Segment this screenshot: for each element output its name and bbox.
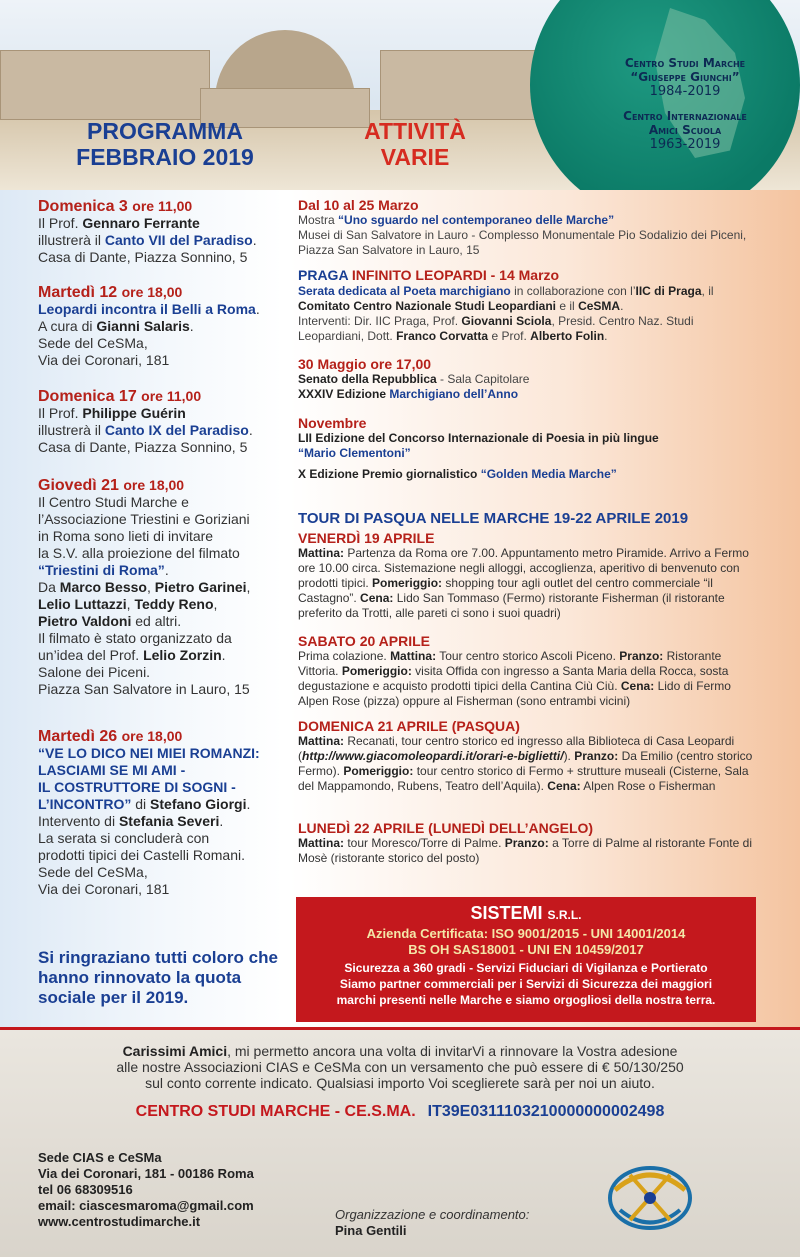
activity-mostra: Dal 10 al 25 Marzo Mostra “Uno sguardo nel contemporaneo delle Marche” Musei di San Salvatore in Lauro - Complesso Monumentale Pio Sodalizio dei Piceni, Piazza San Salvatore in Lauro, 15 — [298, 197, 747, 257]
bank-account: CENTRO STUDI MARCHE - CE.S.MA. IT39E0311103210000000002498 — [135, 1103, 665, 1120]
membership-appeal: Carissimi Amici, mi permetto ancora una volta di invitarVi a rinnovare la Vostra adesione alle nostre Associazioni CIAS e CeSMa con un versamento che può essere di € 50/130/250 sul conto corrente indicato. Qualsiasi importo Voi sceglierete sarà per noi un aiuto. — [116, 1043, 684, 1091]
tour-day-sabato: SABATO 20 APRILE Prima colazione. Mattina: Tour centro storico Ascoli Piceno. Pranzo: Ristorante Vittoria. Pomeriggio: visita Offida con ingresso a Santa Maria della Rocca, sosta degustazione e acquisto prodotti tipici della Cantina Ciù Ciù. Cena: Lido di Fermo Alpen Rose (pizza) oppure al Fisherman (sono entrambi vicini) — [298, 633, 731, 708]
event-domenica-17: Domenica 17 ore 11,00 Il Prof. Philippe Guérin illustrerà il Canto IX del Paradiso. Casa di Dante, Piazza Sonnino, 5 — [38, 388, 253, 455]
leopardi-link[interactable]: http://www.giacomoleopardi.it/orari-e-biglietti/ — [302, 749, 564, 763]
tour-day-lunedi: LUNEDÌ 22 APRILE (LUNEDÌ DELL’ANGELO) Mattina: tour Moresco/Torre di Palme. Pranzo: a Torre di Palme al ristorante Fonte di Mosè (ristorante storico del posto) — [298, 820, 752, 865]
email-link[interactable]: email: ciascesmaroma@gmail.com — [38, 1198, 254, 1213]
activity-senato: 30 Maggio ore 17,00 Senato della Repubblica - Sala Capitolare XXXIV Edizione Marchigiano dell’Anno — [298, 356, 530, 401]
activity-novembre: Novembre LII Edizione del Concorso Internazionale di Poesia in più lingue “Mario Clementoni” X Edizione Premio giornalistico “Golden Media Marche” — [298, 415, 659, 481]
thanks-note: Si ringraziano tutti coloro che hanno rinnovato la quota sociale per il 2019. — [38, 948, 278, 1007]
building-left — [0, 50, 210, 120]
program-title: PROGRAMMA FEBBRAIO 2019 — [76, 118, 254, 170]
contacts-block: Sede CIAS e CeSMa Via dei Coronari, 181 - 00186 Roma tel 06 68309516 email: ciascesmaroma@gmail.com www.centrostudimarche.it — [38, 1150, 254, 1229]
sistemi-ad: SISTEMI S.R.L. Azienda Certificata: ISO 9001/2015 - UNI 14001/2014 BS OH SAS18001 - UNI EN 10459/2017 Sicurezza a 360 gradi - Servizi Fiduciari di Vigilanza e Portierato Siamo partner commerciali per i Servizi di Sicurezza dei maggiori marchi presenti nelle Marche e siamo orgogliosi della nostra terra. — [296, 897, 756, 1022]
cias-logo-icon — [580, 1150, 710, 1240]
event-giovedi-21: Giovedì 21 ore 18,00 Il Centro Studi Marche e l’Associazione Triestini e Goriziani in Roma sono lieti di invitare la S.V. alla proiezione del filmato “Triestini di Roma”. Da Marco Besso, Pietro Garinei, Lelio Luttazzi, Teddy Reno, Pietro Valdoni ed altri. Il filmato è stato organizzato da un’idea del Prof. Lelio Zorzin. Salone dei Piceni. Piazza San Salvatore in Lauro, 15 — [38, 477, 251, 697]
tour-day-venerdi: VENERDÌ 19 APRILE Mattina: Partenza da Roma ore 7.00. Appuntamento metro Piramide. Arrivo a Fermo ore 10.00 circa. Sistemazione negli alloggi, accoglienza, aperitivo di benvenuto con prodotti tipici. Pomeriggio: shopping tour agli outlet del centro commerciale “il Castagno”. Cena: Lido San Tommaso (Fermo) ristorante Fisherman (il ristorante preferito da Trotti, alle pareti ci sono i suoi quadri) — [298, 530, 749, 620]
event-martedi-12: Martedì 12 ore 18,00 Leopardi incontra il Belli a Roma. A cura di Gianni Salaris. Sede del CeSMa, Via dei Coronari, 181 — [38, 284, 260, 368]
tour-day-domenica: DOMENICA 21 APRILE (PASQUA) Mattina: Recanati, tour centro storico ed ingresso alla Biblioteca di Casa Leopardi (http://www.giacomoleopardi.it/orari-e-biglietti/). Pranzo: Da Emilio (centro storico Fermo). Pomeriggio: tour centro storico di Fermo + strutture museali (Cisterne, Sala del Mappamondo, Rubens, Teatro dell’Aquila). Cena: Alpen Rose o Fisherman — [298, 718, 753, 793]
event-domenica-3: Domenica 3 ore 11,00 Il Prof. Gennaro Ferrante illustrerà il Canto VII del Paradiso. Casa di Dante, Piazza Sonnino, 5 — [38, 198, 257, 265]
tour-title: TOUR DI PASQUA NELLE MARCHE 19-22 APRILE 2019 — [298, 510, 689, 527]
org-info: Centro Studi Marche “Giuseppe Giunchi” 1984-2019 Centro Internazionale Amici Scuola 1963-2019 — [623, 56, 747, 152]
iban-code: IT39E0311103210000000002498 — [427, 1103, 665, 1120]
coordination: Organizzazione e coordinamento: Pina Gentili — [335, 1207, 530, 1238]
website-link[interactable]: www.centrostudimarche.it — [38, 1214, 201, 1229]
activities-title: ATTIVITÀ VARIE — [364, 118, 466, 170]
activity-praga: PRAGA INFINITO LEOPARDI - 14 Marzo Serata dedicata al Poeta marchigiano in collaborazione con l’IIC di Praga, il Comitato Centro Nazionale Studi Leopardiani e il CeSMA. Interventi: Dir. IIC Praga, Prof. Giovanni Sciola, Presid. Centro Naz. Studi Leopardiani, Dott. Franco Corvatta e Prof. Alberto Folin. — [298, 267, 714, 343]
building-right — [380, 50, 550, 120]
event-martedi-26: Martedì 26 ore 18,00 “VE LO DICO NEI MIEI ROMANZI: LASCIAMI SE MI AMI - IL COSTRUTTORE DI SOGNI - L’INCONTRO” di Stefano Giorgi. Intervento di Stefania Severi. La serata si concluderà con prodotti tipici dei Castelli Romani. Sede del CeSMa, Via dei Coronari, 181 — [38, 728, 260, 897]
